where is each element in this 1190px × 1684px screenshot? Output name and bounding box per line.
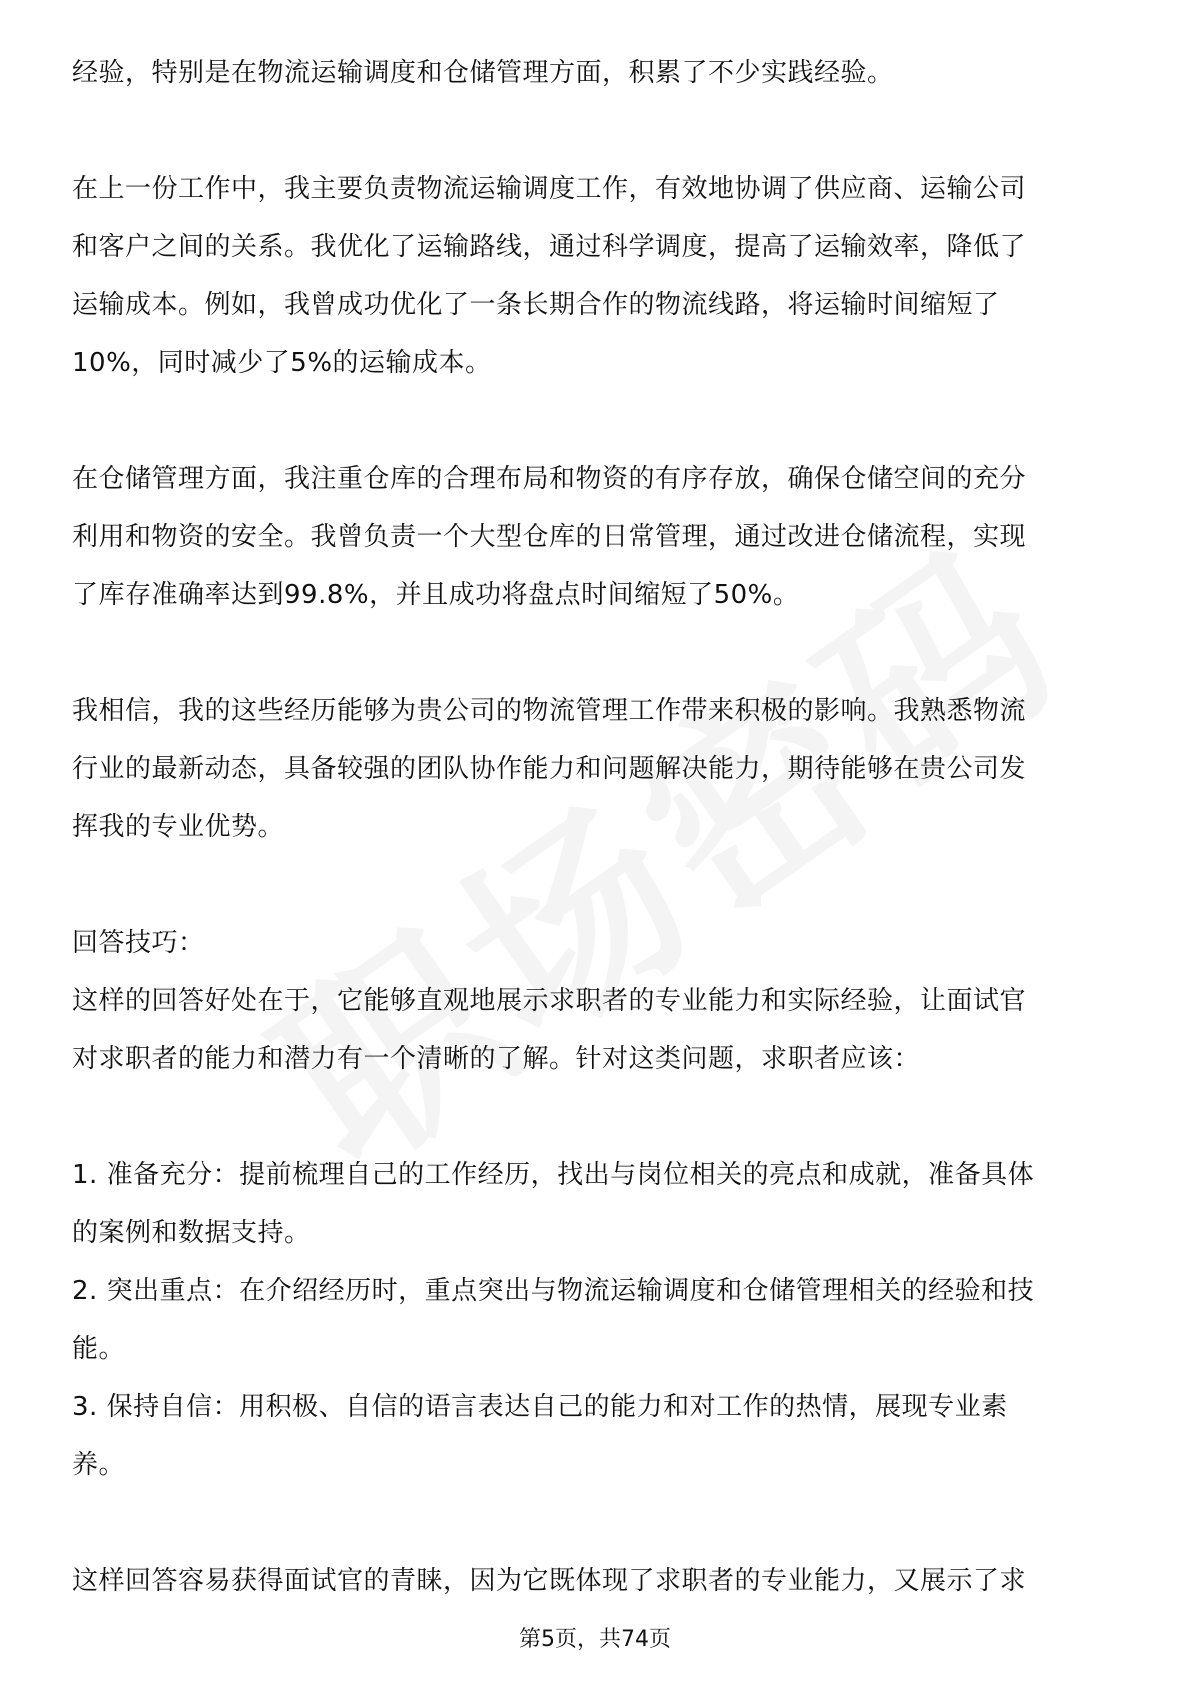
text-line: 了库存准确率达到99.8%，并且成功将盘点时间缩短了50%。 <box>72 580 800 610</box>
text-line: 利用和物资的安全。我曾负责一个大型仓库的日常管理，通过改进仓储流程，实现 <box>72 522 1027 552</box>
numbered-list <box>72 1146 1124 1494</box>
paragraph <box>72 914 1124 1088</box>
list-item-line: 能。 <box>72 1334 126 1364</box>
paragraph <box>72 44 1124 102</box>
list-item-line: 养。 <box>72 1450 126 1480</box>
list-item-line: 3. 保持自信：用积极、自信的语言表达自己的能力和对工作的热情，展现专业素 <box>72 1392 1008 1422</box>
text-line: 和客户之间的关系。我优化了运输路线，通过科学调度，提高了运输效率，降低了 <box>72 232 1027 262</box>
text-line: 对求职者的能力和潜力有一个清晰的了解。针对这类问题，求职者应该： <box>72 1044 921 1074</box>
text-line: 在上一份工作中，我主要负责物流运输调度工作，有效地协调了供应商、运输公司 <box>72 174 1027 204</box>
list-item-line: 1. 准备充分：提前梳理自己的工作经历，找出与岗位相关的亮点和成就，准备具体 <box>72 1160 1035 1190</box>
text-line: 挥我的专业优势。 <box>72 812 285 842</box>
page-number: 第5页，共74页 <box>519 1627 671 1652</box>
paragraph <box>72 450 1124 624</box>
text-line: 这样的回答好处在于，它能够直观地展示求职者的专业能力和实际经验，让面试官 <box>72 986 1027 1016</box>
text-line: 我相信，我的这些经历能够为贵公司的物流管理工作带来积极的影响。我熟悉物流 <box>72 696 1027 726</box>
text-line: 10%，同时减少了5%的运输成本。 <box>72 348 492 378</box>
list-item-line: 2. 突出重点：在介绍经历时，重点突出与物流运输调度和仓储管理相关的经验和技 <box>72 1276 1035 1306</box>
section-heading: 回答技巧： <box>72 928 205 958</box>
text-line: 运输成本。例如，我曾成功优化了一条长期合作的物流线路，将运输时间缩短了 <box>72 290 1000 320</box>
text-line: 行业的最新动态，具备较强的团队协作能力和问题解决能力，期待能够在贵公司发 <box>72 754 1027 784</box>
text-line: 这样回答容易获得面试官的青睐，因为它既体现了求职者的专业能力，又展示了求 <box>72 1566 1027 1596</box>
document-body <box>72 44 1124 1610</box>
paragraph <box>72 1552 1124 1610</box>
text-line: 经验，特别是在物流运输调度和仓储管理方面，积累了不少实践经验。 <box>72 58 894 88</box>
list-item-line: 的案例和数据支持。 <box>72 1218 311 1248</box>
text-line: 在仓储管理方面，我注重仓库的合理布局和物资的有序存放，确保仓储空间的充分 <box>72 464 1027 494</box>
paragraph <box>72 160 1124 392</box>
paragraph <box>72 682 1124 856</box>
